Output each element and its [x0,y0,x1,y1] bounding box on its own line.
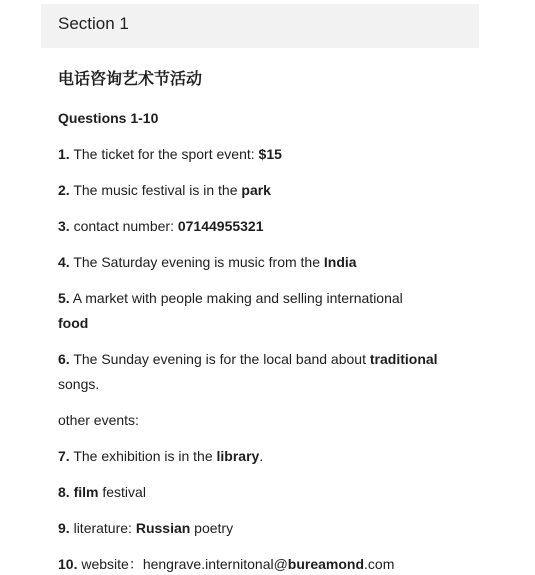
question-text: literature: [69,520,136,536]
question-number: 7. [58,448,70,464]
question-item [58,253,357,271]
question-number: 3. [58,218,70,234]
answer-text: film [73,484,99,500]
questions-range-heading: Questions 1-10 [58,110,159,126]
question-number: 6. [58,351,70,367]
question-number: 9. [58,520,70,536]
question-item-continued [58,375,99,393]
answer-text: park [241,182,271,198]
section-label: Section 1 [58,14,129,33]
question-text: A market with people making and selling international [69,290,403,306]
question-item [58,519,233,537]
question-item [58,289,403,307]
question-text: The ticket for the sport event: [69,146,259,162]
question-text: contact number: [69,218,178,234]
question-text-tail: .com [364,556,395,572]
question-number: 1. [58,146,70,162]
question-text: website：hengrave.internitonal@ [77,556,288,572]
question-item [58,555,394,573]
question-text: The exhibition is in the [69,448,217,464]
question-number: 2. [58,182,70,198]
answer-text: traditional [369,351,438,367]
question-item [58,145,282,163]
answer-text: India [323,254,357,270]
question-text-tail: . [259,448,264,464]
answer-text: 07144955321 [177,218,264,234]
question-number: 5. [58,290,70,306]
question-number: 8. [58,484,70,500]
question-item [58,181,271,199]
question-text: The music festival is in the [69,182,242,198]
other-events-label: other events: [58,412,139,428]
question-text: The Sunday evening is for the local band about [69,351,370,367]
answer-text: library [216,448,260,464]
question-number: 4. [58,254,70,270]
question-text-tail: songs. [58,376,100,392]
question-item [58,447,263,465]
answer-text: bureamond [287,556,365,572]
answer-text: Russian [135,520,191,536]
question-text-tail: poetry [190,520,234,536]
question-item [58,483,146,501]
question-item-continued [58,314,88,332]
question-number: 10. [58,556,78,572]
question-text-tail: festival [98,484,146,500]
question-item [58,350,438,368]
question-text: The Saturday evening is music from the [69,254,324,270]
answer-text: $15 [258,146,282,162]
section-header [41,4,479,48]
answer-text: food [58,315,89,331]
question-item [58,217,264,235]
page-title: 电话咨询艺术节活动 [58,69,203,88]
